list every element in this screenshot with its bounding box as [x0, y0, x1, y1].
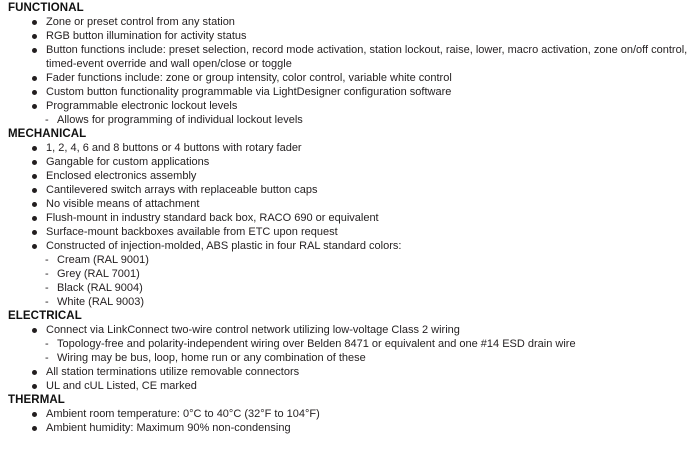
list-item-text: Button functions include: preset selection, record mode activation, station lockout, raise, lower, macro activation, zone on/off control,: [46, 44, 688, 56]
bullet-list-electrical: [8, 323, 691, 393]
bullet-list-functional: [8, 15, 691, 127]
sub-list-item-text: Wiring may be bus, loop, home run or any combination of these: [57, 352, 366, 364]
list-item-text: Connect via LinkConnect two-wire control network utilizing low-voltage Class 2 wiring: [46, 324, 460, 336]
list-item: [8, 85, 691, 99]
list-item: [8, 197, 691, 211]
bullet-icon: [32, 90, 37, 95]
bullet-icon: [32, 48, 37, 53]
list-item-text: Constructed of injection-molded, ABS plastic in four RAL standard colors:: [46, 240, 402, 252]
list-item: [8, 239, 691, 253]
list-item: [8, 379, 691, 393]
list-item-continuation: timed-event override and wall open/close or toggle: [46, 58, 292, 70]
list-item: [8, 365, 691, 379]
sub-list-item-text: White (RAL 9003): [57, 296, 145, 308]
section-heading-thermal: THERMAL: [8, 394, 65, 406]
dash-icon: -: [45, 282, 49, 294]
dash-icon: -: [45, 352, 49, 364]
section-heading-functional: FUNCTIONAL: [8, 2, 84, 14]
bullet-icon: [32, 216, 37, 221]
bullet-icon: [32, 160, 37, 165]
list-item: [8, 15, 691, 29]
bullet-list-mechanical: [8, 141, 691, 309]
list-item-text: Flush-mount in industry standard back box, RACO 690 or equivalent: [46, 212, 379, 224]
dash-icon: -: [45, 296, 49, 308]
section-heading-electrical: ELECTRICAL: [8, 310, 82, 322]
dash-icon: -: [45, 254, 49, 266]
bullet-icon: [32, 244, 37, 249]
section-heading-mechanical: MECHANICAL: [8, 128, 87, 140]
sub-list-item-text: Topology-free and polarity-independent wiring over Belden 8471 or equivalent and one #14 ESD drain wire: [57, 338, 576, 350]
list-item: [8, 407, 691, 421]
bullet-icon: [32, 412, 37, 417]
bullet-list-thermal: [8, 407, 691, 435]
list-item-text: Cantilevered switch arrays with replaceable button caps: [46, 184, 318, 196]
list-item-text: Surface-mount backboxes available from ETC upon request: [46, 226, 338, 238]
list-item: [8, 71, 691, 85]
bullet-icon: [32, 426, 37, 431]
sub-list-item: [8, 351, 691, 365]
list-item: [8, 99, 691, 113]
dash-icon: -: [45, 268, 49, 280]
bullet-icon: [32, 146, 37, 151]
bullet-icon: [32, 384, 37, 389]
list-item-text: Custom button functionality programmable via LightDesigner configuration software: [46, 86, 452, 98]
bullet-icon: [32, 188, 37, 193]
list-item: [8, 225, 691, 239]
list-item-text: Fader functions include: zone or group intensity, color control, variable white control: [46, 72, 452, 84]
list-item-text: Enclosed electronics assembly: [46, 170, 197, 182]
sub-list-item: [8, 267, 691, 281]
list-item-text: UL and cUL Listed, CE marked: [46, 380, 197, 392]
dash-icon: -: [45, 338, 49, 350]
list-item-text: No visible means of attachment: [46, 198, 200, 210]
sub-list-item: [8, 295, 691, 309]
list-item: [8, 141, 691, 155]
sub-list-item: [8, 337, 691, 351]
dash-icon: -: [45, 114, 49, 126]
sub-list-item-text: Black (RAL 9004): [57, 282, 143, 294]
sub-list-item-text: Cream (RAL 9001): [57, 254, 149, 266]
list-item-text: 1, 2, 4, 6 and 8 buttons or 4 buttons with rotary fader: [46, 142, 302, 154]
list-item: [8, 169, 691, 183]
list-item-text: Ambient humidity: Maximum 90% non-condensing: [46, 422, 291, 434]
sub-list-item: [8, 253, 691, 267]
bullet-icon: [32, 76, 37, 81]
list-item-text: Programmable electronic lockout levels: [46, 100, 238, 112]
sub-list-item: [8, 281, 691, 295]
list-item-text: RGB button illumination for activity status: [46, 30, 247, 42]
bullet-icon: [32, 20, 37, 25]
list-item: [8, 421, 691, 435]
list-item-text: Zone or preset control from any station: [46, 16, 235, 28]
bullet-icon: [32, 104, 37, 109]
list-item: [8, 183, 691, 197]
bullet-icon: [32, 370, 37, 375]
list-item-text: All station terminations utilize removable connectors: [46, 366, 300, 378]
bullet-icon: [32, 230, 37, 235]
list-item: [8, 211, 691, 225]
bullet-icon: [32, 174, 37, 179]
list-item: [8, 29, 691, 43]
list-item: [8, 323, 691, 337]
sub-list-item-text: Grey (RAL 7001): [57, 268, 140, 280]
bullet-icon: [32, 202, 37, 207]
list-item: [8, 43, 691, 71]
list-item-text: Ambient room temperature: 0°C to 40°C (32°F to 104°F): [46, 408, 320, 420]
list-item: [8, 155, 691, 169]
sub-list-item-text: Allows for programming of individual lockout levels: [57, 114, 303, 126]
list-item-text: Gangable for custom applications: [46, 156, 210, 168]
bullet-icon: [32, 328, 37, 333]
sub-list-item: [8, 113, 691, 127]
bullet-icon: [32, 34, 37, 39]
